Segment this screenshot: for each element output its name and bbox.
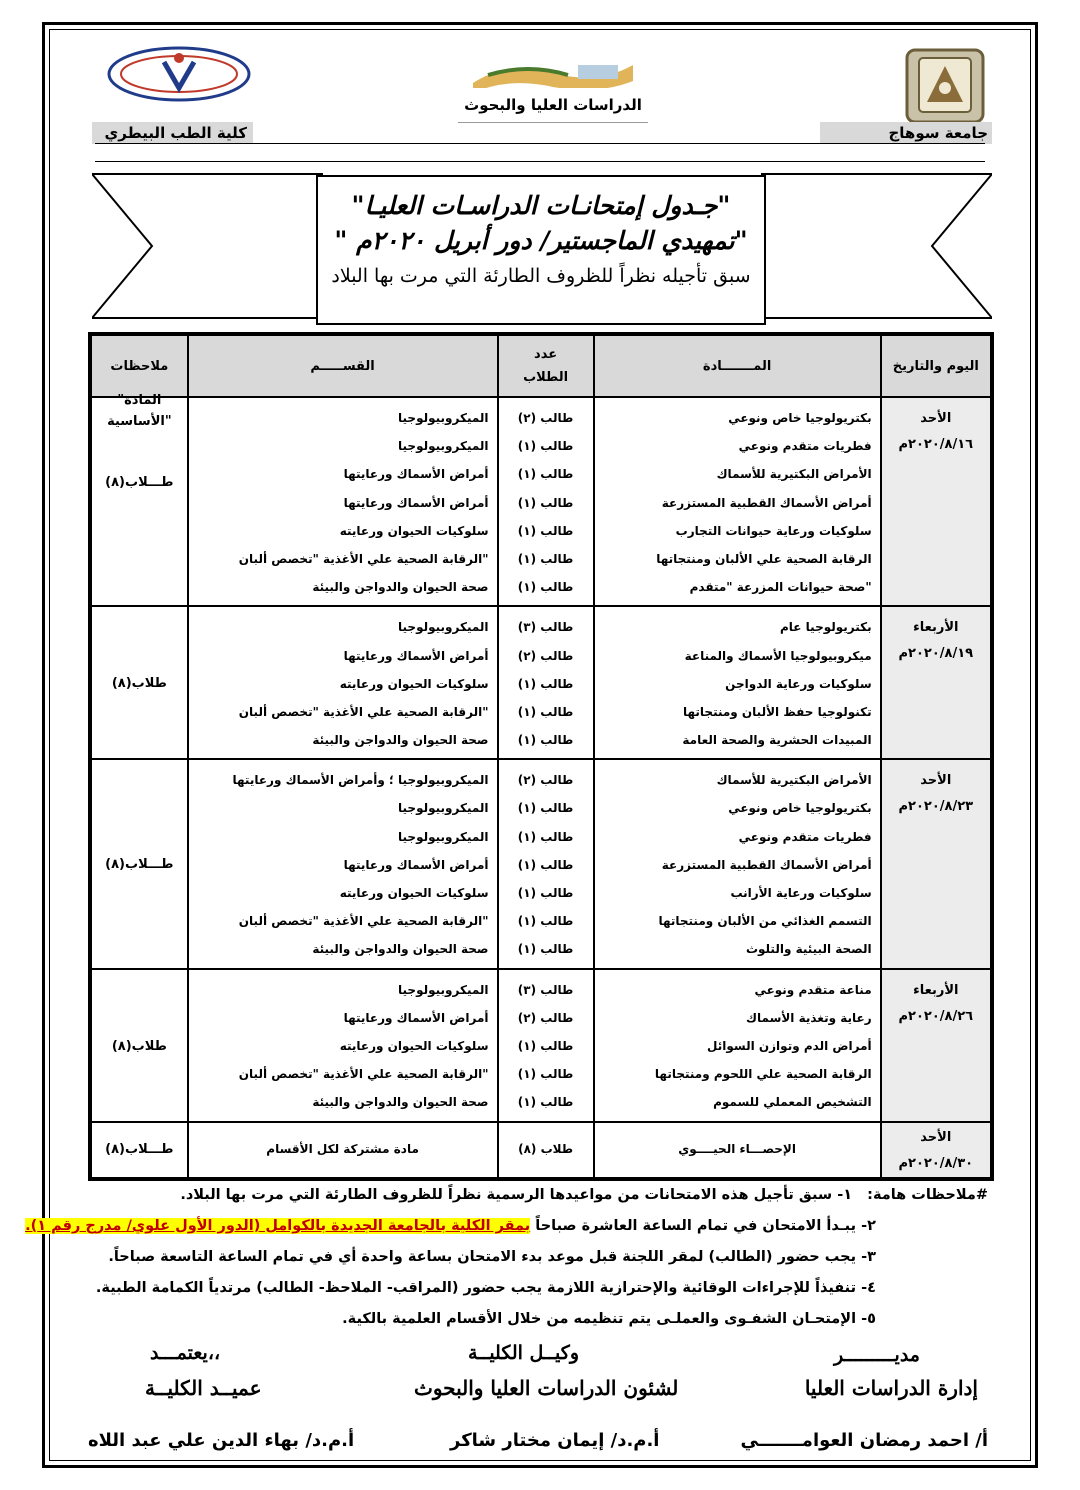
banner-title: "جـدول إمتحانـات الدراسـات العليـا" [351, 191, 731, 220]
note-item: ٤- تنفيذاً للإجراءات الوقائية والإحترازية اللازمة يجب حضور (المراقب- الملاحظ- الطالب) مرتدياً الكمامة الطبية. [95, 1280, 876, 1296]
notes-cell: (٨)طلاب [90, 606, 188, 759]
faculty-name-band: كلية الطب البيطري [92, 122, 253, 144]
header-date: اليوم والتاريخ [881, 334, 992, 397]
director-name: أ/ احمد رمضان العوامـــــــي [740, 1430, 988, 1451]
note-item: #ملاحظات هامة: ١- سبق تأجيل هذه الامتحانات من مواعيدها الرسمية نظراً للظروف الطارئة التي مرت بها البلاد. [180, 1187, 988, 1203]
exam-schedule-table [88, 332, 994, 1181]
date-cell: الأربعاء ٢٠٢٠/٨/١٩م [881, 606, 992, 759]
header-notes: ملاحظات [90, 334, 188, 397]
date-cell: الأحد ٢٠٢٠/٨/٣٠م [881, 1122, 992, 1179]
subject-list: بكتريولوجيا عام ميكروبيولوجيا الأسماك والمناعة سلوكيات ورعاية الدواجن تكنولوجيا حفظ الألبان ومنتجاتها المبيدات الحشرية والصحة العامة [682, 620, 872, 748]
sohag-university-logo [905, 48, 985, 124]
subject-list: الأمراض البكتيرية للأسماك بكتريولوجيا خاص ونوعي فطريات متقدم ونوعي أمراض الأسماك القطبية المستزرعة سلوكيات ورعاية الأرانب التسمم الغذائي من الألبان ومنتجاتها الصحة البيئية والتلوث [658, 773, 872, 957]
header-divider-bottom [95, 161, 985, 162]
university-name-band: جامعة سوهاج [820, 122, 992, 144]
subject-list: الإحصـــاء الحيــــوي [678, 1142, 796, 1157]
header-count: عدد الطلاب [498, 334, 594, 397]
dept-list: الميكروبيولوجيا أمراض الأسماك ورعايتها سلوكيات الحيوان ورعايته الرقابة الصحية علي الأغذية "تخصص ألبان" صحة الحيوان والدواجن والبيئة [238, 982, 489, 1110]
table-header-row [90, 334, 992, 397]
notes-cell: "المادة الأساسية" (٨)طـــلاب [90, 397, 188, 606]
notes-label: #ملاحظات هامة: [867, 1187, 988, 1203]
postgraduate-studies-title: الدراسات العليا والبحوث [458, 88, 648, 123]
count-list: (٣) طالب (٢) طالب (١) طالب (١) طالب (١) طالب [517, 982, 574, 1110]
note-item: ٥- الإمتحـان الشفـوى والعملـى يتم تنظيمه من خلال الأقسام العلمية بالكية. [342, 1311, 876, 1327]
director-dept: إدارة الدراسات العليا [804, 1376, 978, 1400]
header-dept: القســـــم [188, 334, 498, 397]
table-row [90, 759, 992, 968]
table-row [90, 1122, 992, 1179]
exam-location-highlight: بمقر الكلية بالجامعة الجديدة بالكوامل (الدور الأول علوي/ مدرج رقم ١). [25, 1218, 531, 1234]
banner-postponed-note: سبق تأجيله نظراً للظروف الطارئة التي مرت بها البلاد [331, 265, 751, 287]
approve-label: يعتمـــد،، [150, 1342, 221, 1364]
table-row [90, 969, 992, 1122]
vice-dean-name: أ.م.د/ إيمان مختار شاكر [450, 1430, 660, 1451]
important-notes [25, 1180, 988, 1335]
table-row [90, 397, 992, 606]
table-row [90, 606, 992, 759]
date-cell: الأحد ٢٠٢٠/٨/٢٣م [881, 759, 992, 968]
dept-list: الميكروبيولوجيا أمراض الأسماك ورعايتها سلوكيات الحيوان ورعايته الرقابة الصحية علي الأغذية "تخصص ألبان" صحة الحيوان والدواجن والبيئة [238, 620, 489, 748]
dept-list: مادة مشتركة لكل الأقسام [266, 1142, 419, 1157]
header-subject: المـــــــادة [594, 334, 881, 397]
count-list: (٨) طلاب [518, 1142, 574, 1157]
header-divider-top [95, 143, 985, 144]
dept-list: الميكروبيولوجيا الميكروبيولوجيا أمراض الأسماك ورعايتها أمراض الأسماك ورعايتها سلوكيات الحيوان ورعايته الرقابة الصحية علي الأغذية "تخصص ألبان" صحة الحيوان والدواجن والبيئة [238, 411, 489, 595]
dean-name: أ.م.د/ بهاء الدين علي عبد اللاه [88, 1430, 355, 1451]
director-title: مديـــــــــر [833, 1344, 920, 1366]
notes-cell: (٨)طلاب [90, 969, 188, 1122]
note-item: ٢- يبـدأ الامتحان في تمام الساعة العاشرة صباحاً بمقر الكلية بالجامعة الجديدة بالكوامل (الدور الأول علوي/ مدرج رقم ١). [25, 1218, 876, 1234]
count-list: (٢) طالب (١) طالب (١) طالب (١) طالب (١) طالب (١) طالب (١) طالب [517, 773, 574, 957]
dean-title: عميــد الكليــة [145, 1376, 262, 1400]
notes-cell: (٨)طـــلاب [90, 759, 188, 968]
count-list: (٢) طالب (١) طالب (١) طالب (١) طالب (١) طالب (١) طالب (١) طالب [517, 411, 574, 595]
subject-list: مناعة متقدم ونوعي رعاية وتغذية الأسماك أمراض الدم وتوازن السوائل الرقابة الصحية علي اللحوم ومنتجاتها التشخيص المعملي للسموم [654, 982, 872, 1110]
date-cell: الأربعاء ٢٠٢٠/٨/٢٦م [881, 969, 992, 1122]
subject-list: بكتريولوجيا خاص ونوعي فطريات متقدم ونوعي الأمراض البكتيرية للأسماك أمراض الأسماك القطبية المستزرعة سلوكيات ورعاية حيوانات التجارب الرقابة الصحية علي الألبان ومنتجاتها صحة حيوانات المزرعة "متقدم" [656, 411, 872, 595]
count-list: (٣) طالب (٢) طالب (١) طالب (١) طالب (١) طالب [517, 620, 574, 748]
vice-dean-title: وكيــل الكليــة [468, 1342, 579, 1364]
date-cell: الأحد ٢٠٢٠/٨/١٦م [881, 397, 992, 606]
faculty-logo [104, 44, 254, 104]
vice-dean-dept: لشئون الدراسات العليا والبحوث [414, 1376, 679, 1400]
banner-scroll [316, 175, 766, 325]
dept-list: الميكروبيولوجيا ؛ وأمراض الأسماك ورعايتها الميكروبيولوجيا الميكروبيولوجيا أمراض الأسماك ورعايتها سلوكيات الحيوان ورعايته الرقابة الصحية علي الأغذية "تخصص ألبان" صحة الحيوان والدواجن والبيئة [232, 773, 489, 957]
banner-subtitle-round: " تمهيدي الماجستير/ دور أبريل ٢٠٢٠م" [334, 226, 748, 255]
notes-cell: (٨)طـــلاب [90, 1122, 188, 1179]
note-item: ٣- يجب حضور (الطالب) لمقر اللجنة قبل موعد بدء الامتحان بساعة واحدة أي في تمام الساعة التاسعة صباحاً. [108, 1249, 876, 1265]
